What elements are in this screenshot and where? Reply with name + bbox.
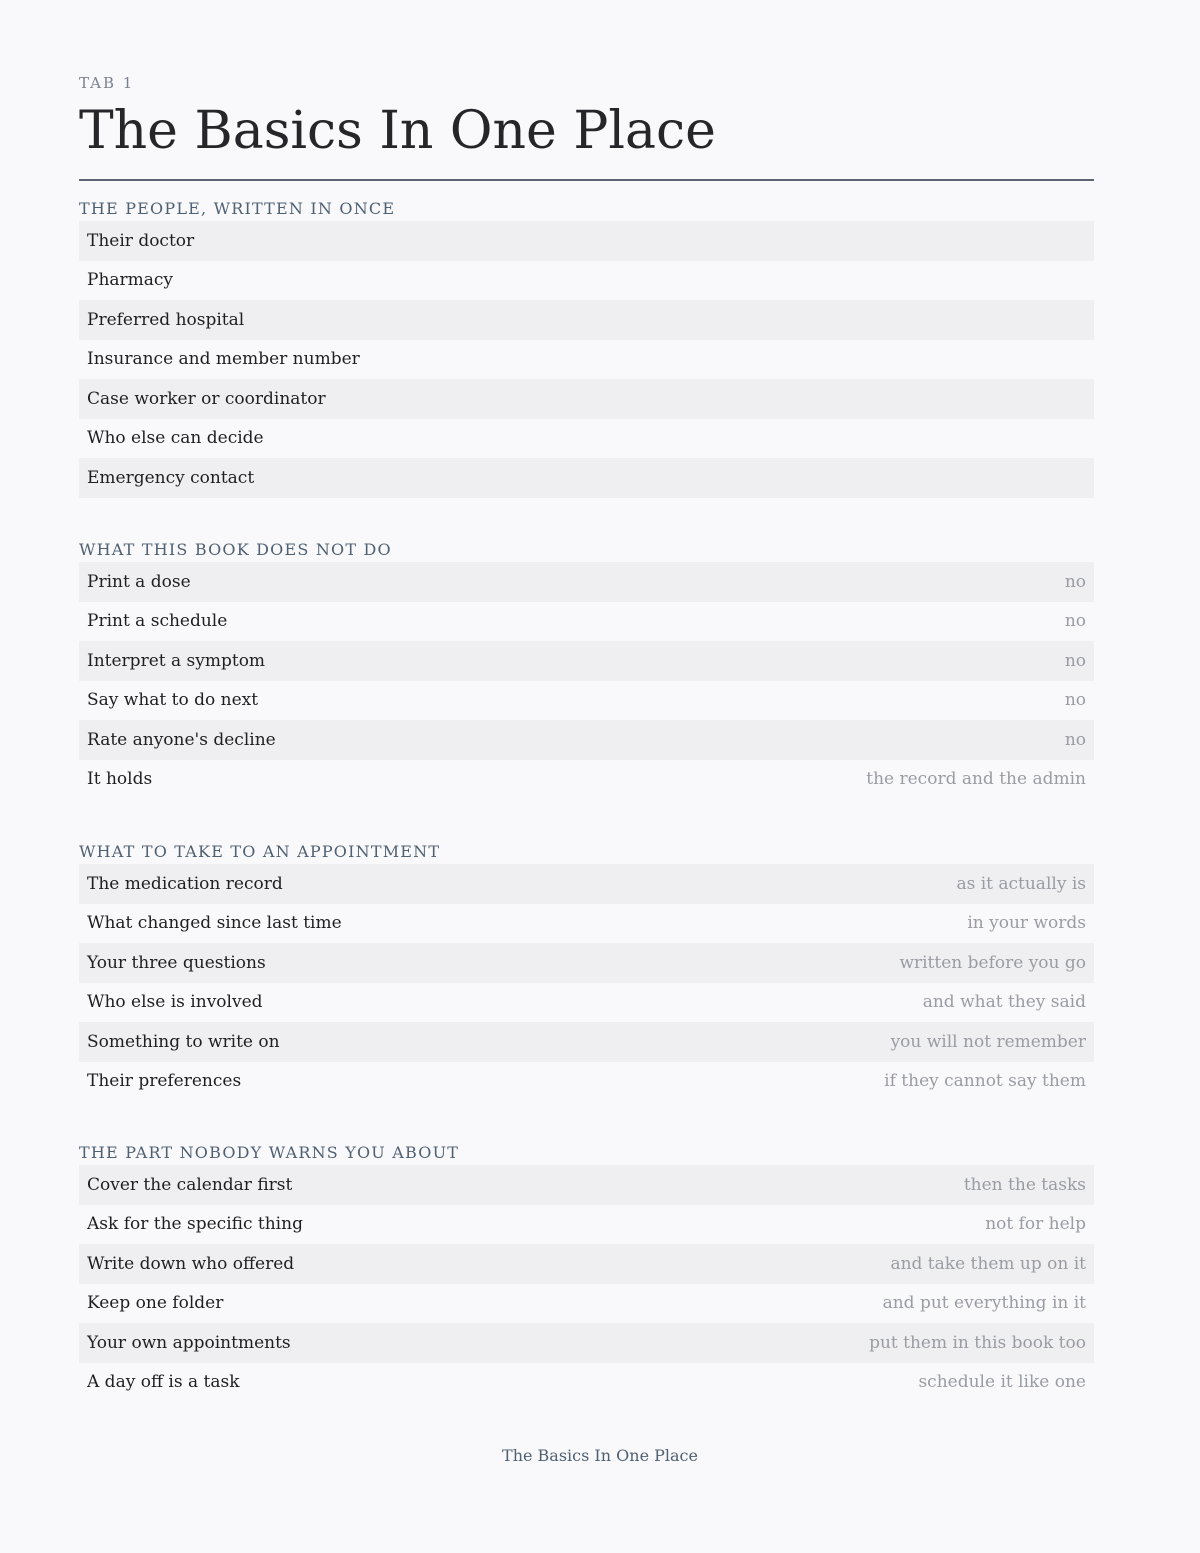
list-item [79, 1323, 1094, 1363]
list-item [79, 943, 1094, 983]
list-item [79, 760, 1094, 800]
list-item [79, 379, 1094, 419]
section-heading: WHAT TO TAKE TO AN APPOINTMENT [79, 842, 441, 861]
row-label: Ask for the specific thing [87, 1214, 303, 1235]
section-people [79, 197, 1094, 498]
row-label: Insurance and member number [87, 349, 360, 370]
list-item [79, 1062, 1094, 1102]
list-item [79, 602, 1094, 642]
row-list [79, 221, 1094, 498]
section-heading: THE PEOPLE, WRITTEN IN ONCE [79, 199, 396, 218]
row-label: Rate anyone's decline [87, 729, 276, 750]
row-label: It holds [87, 769, 153, 790]
section-does-not-do [79, 538, 1094, 799]
row-label: Something to write on [87, 1031, 280, 1052]
row-value: no [1064, 650, 1086, 671]
list-item [79, 720, 1094, 760]
row-value: no [1064, 690, 1086, 711]
row-label: Emergency contact [87, 467, 255, 488]
row-value: you will not remember [890, 1031, 1086, 1052]
title-divider [79, 179, 1094, 181]
row-list [79, 864, 1094, 1101]
list-item [79, 864, 1094, 904]
row-label: Interpret a symptom [87, 650, 266, 671]
row-value: and what they said [922, 992, 1086, 1013]
row-label: Say what to do next [87, 690, 259, 711]
list-item [79, 1363, 1094, 1403]
list-item [79, 221, 1094, 261]
row-label: Cover the calendar first [87, 1174, 293, 1195]
list-item [79, 458, 1094, 498]
list-item [79, 1165, 1094, 1205]
row-label: Keep one folder [87, 1293, 224, 1314]
row-list [79, 562, 1094, 799]
row-value: no [1064, 729, 1086, 750]
page-footer: The Basics In One Place [502, 1446, 698, 1465]
row-value: and put everything in it [882, 1293, 1086, 1314]
list-item [79, 562, 1094, 602]
row-value: the record and the admin [866, 769, 1086, 790]
row-label: Write down who offered [87, 1253, 295, 1274]
row-value: schedule it like one [918, 1372, 1086, 1393]
row-label: The medication record [87, 873, 283, 894]
list-item [79, 641, 1094, 681]
section-heading: THE PART NOBODY WARNS YOU ABOUT [79, 1143, 460, 1162]
row-label: Who else is involved [87, 992, 263, 1013]
row-value: then the tasks [963, 1174, 1086, 1195]
row-value: as it actually is [956, 873, 1086, 894]
section-nobody-warns [79, 1141, 1094, 1402]
list-item [79, 681, 1094, 721]
list-item [79, 1244, 1094, 1284]
row-value: and take them up on it [890, 1253, 1086, 1274]
list-item [79, 1284, 1094, 1324]
row-label: Their preferences [87, 1071, 242, 1092]
section-appointment [79, 840, 1094, 1101]
row-label: Print a schedule [87, 611, 228, 632]
row-value: if they cannot say them [884, 1071, 1086, 1092]
row-list [79, 1165, 1094, 1402]
list-item [79, 1022, 1094, 1062]
tab-label: TAB 1 [79, 74, 135, 92]
list-item [79, 261, 1094, 301]
row-label: Your three questions [87, 952, 266, 973]
list-item [79, 904, 1094, 944]
row-label: A day off is a task [87, 1372, 240, 1393]
list-item [79, 419, 1094, 459]
row-value: not for help [985, 1214, 1086, 1235]
row-value: put them in this book too [869, 1332, 1086, 1353]
list-item [79, 300, 1094, 340]
row-value: no [1064, 611, 1086, 632]
list-item [79, 340, 1094, 380]
row-label: Preferred hospital [87, 309, 245, 330]
row-label: Their doctor [87, 230, 195, 251]
row-label: Your own appointments [87, 1332, 291, 1353]
row-label: Pharmacy [87, 270, 174, 291]
row-value: written before you go [899, 952, 1086, 973]
section-heading: WHAT THIS BOOK DOES NOT DO [79, 540, 392, 559]
list-item [79, 983, 1094, 1023]
row-value: no [1064, 571, 1086, 592]
row-label: Print a dose [87, 571, 191, 592]
row-label: Who else can decide [87, 428, 264, 449]
row-label: Case worker or coordinator [87, 388, 326, 409]
row-label: What changed since last time [87, 913, 342, 934]
page-title: The Basics In One Place [79, 101, 716, 161]
row-value: in your words [967, 913, 1086, 934]
list-item [79, 1205, 1094, 1245]
